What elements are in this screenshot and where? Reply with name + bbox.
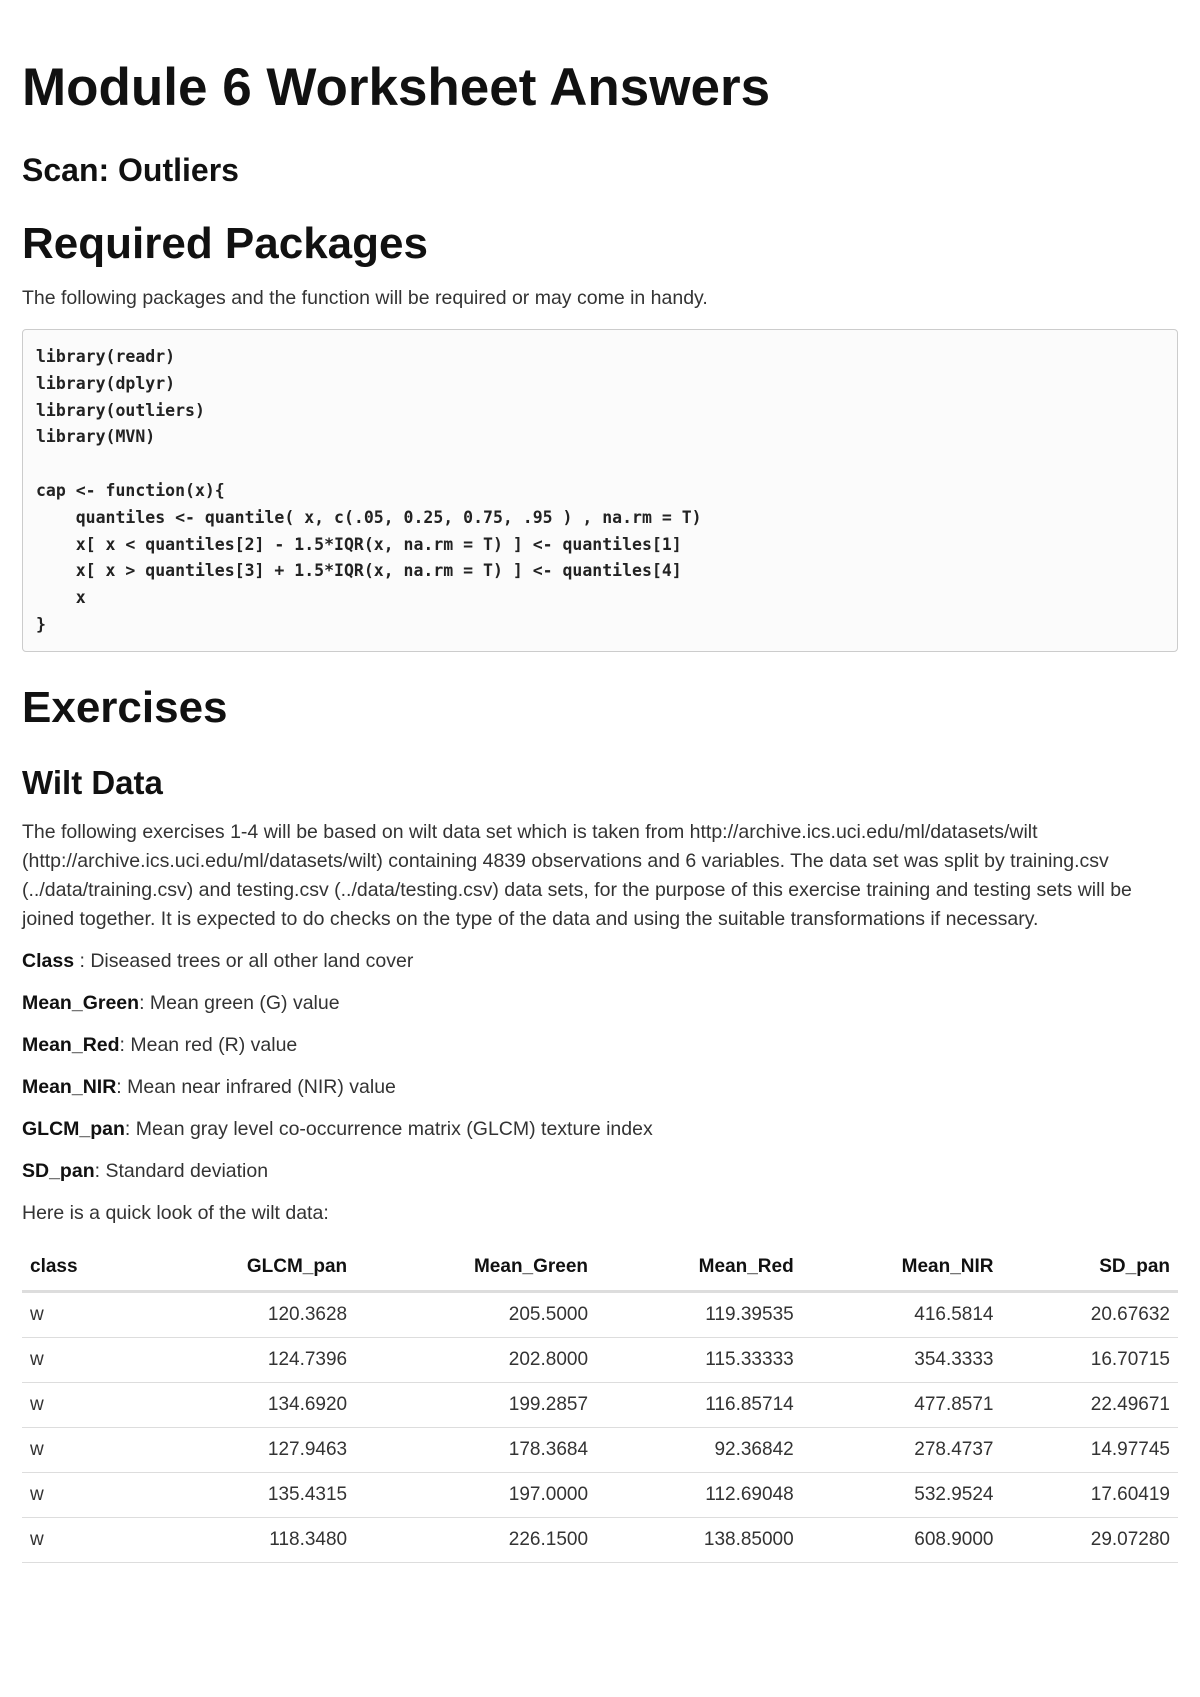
table-cell: 178.3684: [355, 1427, 596, 1472]
table-cell: w: [22, 1427, 140, 1472]
table-cell: 115.33333: [596, 1337, 802, 1382]
column-header-mean-green: Mean_Green: [355, 1244, 596, 1292]
definition-item: [22, 1157, 1178, 1186]
definition-separator: :: [139, 991, 150, 1014]
table-cell: 134.6920: [140, 1382, 355, 1427]
table-cell: 120.3628: [140, 1291, 355, 1337]
table-cell: 14.97745: [1002, 1427, 1179, 1472]
table-cell: 118.3480: [140, 1517, 355, 1562]
required-packages-intro: The following packages and the function will be required or may come in handy.: [22, 287, 708, 309]
definition-item: [22, 1115, 1178, 1144]
table-cell: 22.49671: [1002, 1382, 1179, 1427]
table-row: [22, 1291, 1178, 1337]
table-row: [22, 1337, 1178, 1382]
definition-separator: :: [116, 1075, 128, 1098]
code-block: library(readr) library(dplyr) library(outliers) library(MVN) cap <- function(x){ quantiles <- quantile( x, c(.05, 0.25, 0.75, .95 ) , na.rm = T) x[ x < quantiles[2] - 1.5*IQR(x, na.rm = T) ] <- quantiles[1] x[ x > quantiles[3] + 1.5*IQR(x, na.rm = T) ] <- quantiles[4] x }: [22, 329, 1178, 652]
definition-term: SD_pan: [22, 1159, 95, 1182]
table-cell: 127.9463: [140, 1427, 355, 1472]
table-row: [22, 1382, 1178, 1427]
table-cell: w: [22, 1337, 140, 1382]
column-header-glcm-pan: GLCM_pan: [140, 1244, 355, 1292]
table-header-row: [22, 1244, 1178, 1292]
table-cell: w: [22, 1382, 140, 1427]
definition-text: Diseased trees or all other land cover: [90, 949, 414, 972]
table-body: [22, 1291, 1178, 1562]
column-header-mean-nir: Mean_NIR: [802, 1244, 1002, 1292]
definition-text: Mean gray level co-occurrence matrix (GLCM) texture index: [135, 1117, 653, 1140]
column-header-sd-pan: SD_pan: [1002, 1244, 1179, 1292]
page-subtitle: Scan: Outliers: [22, 152, 239, 188]
definition-term: Mean_Green: [22, 991, 140, 1014]
table-cell: w: [22, 1291, 140, 1337]
table-row: [22, 1472, 1178, 1517]
definition-item: [22, 947, 1178, 976]
table-intro: Here is a quick look of the wilt data:: [22, 1201, 329, 1224]
table-cell: 135.4315: [140, 1472, 355, 1517]
table-cell: 354.3333: [802, 1337, 1002, 1382]
table-cell: 17.60419: [1002, 1472, 1179, 1517]
table-row: [22, 1517, 1178, 1562]
table-cell: 416.5814: [802, 1291, 1002, 1337]
definition-term: GLCM_pan: [22, 1117, 125, 1140]
table-cell: 16.70715: [1002, 1337, 1179, 1382]
column-header-mean-red: Mean_Red: [596, 1244, 802, 1292]
table-cell: 199.2857: [355, 1382, 596, 1427]
table-cell: w: [22, 1472, 140, 1517]
definition-term: Class: [22, 949, 75, 972]
definition-item: [22, 989, 1178, 1018]
table-cell: 477.8571: [802, 1382, 1002, 1427]
wilt-data-heading: Wilt Data: [22, 763, 163, 801]
table-row: [22, 1427, 1178, 1472]
definition-item: [22, 1031, 1178, 1060]
definition-separator: :: [74, 949, 91, 972]
table-cell: 202.8000: [355, 1337, 596, 1382]
table-cell: 29.07280: [1002, 1517, 1179, 1562]
table-cell: 92.36842: [596, 1427, 802, 1472]
table-cell: 20.67632: [1002, 1291, 1179, 1337]
table-cell: 278.4737: [802, 1427, 1002, 1472]
table-cell: 205.5000: [355, 1291, 596, 1337]
table-cell: 124.7396: [140, 1337, 355, 1382]
definition-separator: :: [119, 1033, 131, 1056]
table-cell: 116.85714: [596, 1382, 802, 1427]
variable-definitions: [22, 947, 1178, 1186]
table-cell: 226.1500: [355, 1517, 596, 1562]
definition-text: Standard deviation: [105, 1159, 269, 1182]
page-title: Module 6 Worksheet Answers: [22, 58, 771, 117]
required-packages-heading: Required Packages: [22, 219, 428, 268]
definition-term: Mean_Red: [22, 1033, 120, 1056]
table-cell: 608.9000: [802, 1517, 1002, 1562]
definition-item: [22, 1073, 1178, 1102]
wilt-data-table: [22, 1244, 1178, 1563]
table-cell: w: [22, 1517, 140, 1562]
definition-text: Mean red (R) value: [130, 1033, 298, 1056]
column-header-class: class: [22, 1244, 140, 1292]
definition-text: Mean near infrared (NIR) value: [127, 1075, 396, 1098]
wilt-description: The following exercises 1-4 will be based on wilt data set which is taken from http://archive.ics.uci.edu/ml/datasets/wilt (http://archive.ics.uci.edu/ml/datasets/wilt) containing 4839 observations and 6 variables. The data set was split by training.csv (../data/training.csv) and testing.csv (../data/testing.csv) data sets, for the purpose of this exercise training and testing sets will be joined together. It is expected to do checks on the type of the data and using the suitable transformations if necessary.: [22, 820, 1132, 930]
table-cell: 119.39535: [596, 1291, 802, 1337]
definition-separator: :: [94, 1159, 106, 1182]
table-cell: 138.85000: [596, 1517, 802, 1562]
table-cell: 532.9524: [802, 1472, 1002, 1517]
table-cell: 197.0000: [355, 1472, 596, 1517]
definition-term: Mean_NIR: [22, 1075, 117, 1098]
definition-separator: :: [124, 1117, 136, 1140]
exercises-heading: Exercises: [22, 682, 228, 732]
table-cell: 112.69048: [596, 1472, 802, 1517]
definition-text: Mean green (G) value: [149, 991, 340, 1014]
